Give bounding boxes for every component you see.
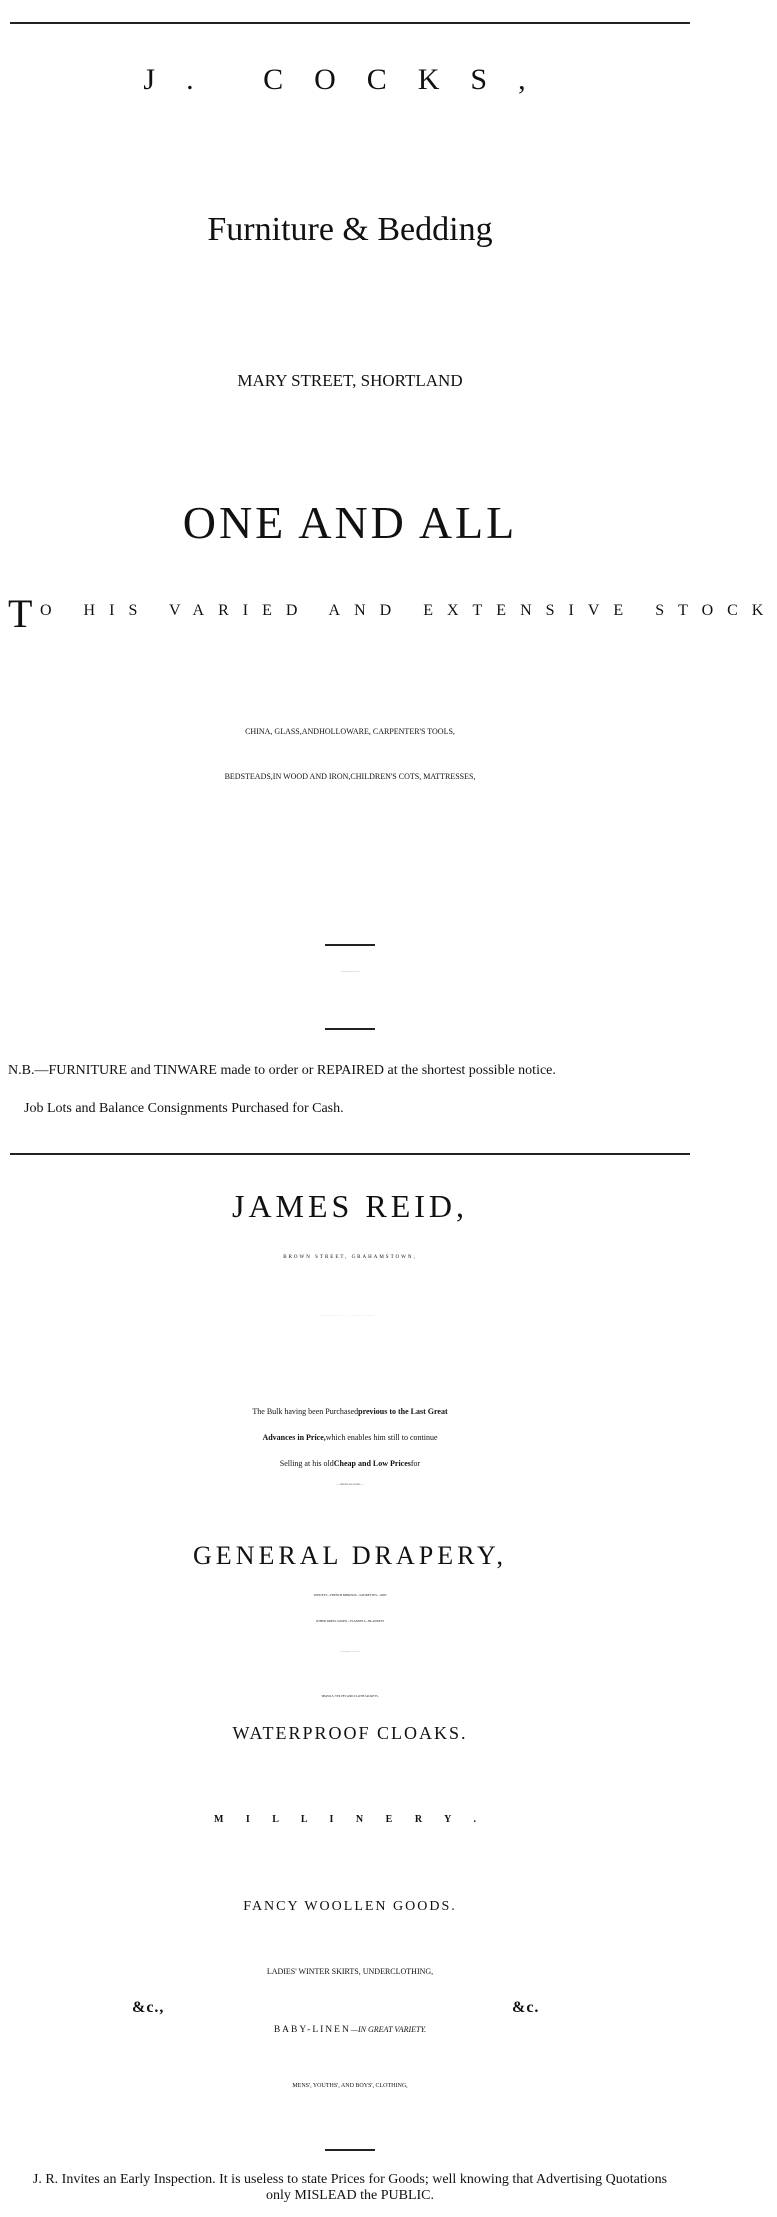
ad2-baby-a: BABY-LINEN: [273, 2025, 351, 2035]
ad2-winceys: WINCEYS—FRENCH MERINOS—SATINETTES—AND: [313, 1593, 387, 1597]
ad2-mens: MENS', YOUTHS', AND BOYS', CLOTHING,: [292, 2083, 408, 2089]
ad1-stock-line-2: [0, 728, 700, 736]
ad1-stock-line-3c: CHILDREN'S COTS, MATTRESSES,: [350, 772, 476, 781]
ad1-headline: Furniture & Bedding: [207, 211, 493, 248]
ad2-selling-a: Selling at his old: [279, 1459, 334, 1468]
ad2-etc-1: &c.,: [132, 1999, 165, 2016]
ad1-stock-line-3: [0, 773, 700, 781]
ad1-one-and-all: ONE AND ALL: [182, 497, 518, 548]
ad2-baby-linen: [0, 2025, 700, 2036]
ad2-advances-a: Advances in Price,: [262, 1433, 326, 1442]
ad1-stock-line-3b: IN WOOD AND IRON,: [272, 772, 351, 781]
section-top-rule: [10, 22, 690, 24]
ad2-selling-c: for: [410, 1459, 421, 1468]
ad1-drop-capital: T: [8, 591, 33, 636]
ad1-varied-text: O HIS VARIED AND EXTENSIVE STOCK: [40, 602, 777, 619]
ad-separator-rule: [10, 1153, 690, 1155]
ad1-short-rule-2: [325, 1028, 375, 1030]
ad2-first-class: .........FIRST-CLASS GOODS.........: [335, 1484, 365, 1486]
ad2-invites: J. R. Invites an Early Inspection. It is useless to state Prices for Goods; well knowing that Advertising Quotations only MISLEAD the PUBLIC.: [32, 2172, 668, 2203]
ad2-advances-b: which enables him still to continue: [325, 1433, 438, 1442]
ad1-stock-line-2b: AND: [301, 727, 320, 736]
ad1-plain-figures: ALL PRICES MARKED IN PLAIN FIGURES.: [340, 972, 360, 973]
ad2-fancy-woollen: FANCY WOOLLEN GOODS.: [243, 1899, 457, 1914]
ad2-bulk-line: [0, 1408, 700, 1416]
ad1-name: J. COCKS,: [143, 63, 557, 96]
ad2-shawls: SHAWLS, VELVET AND CLOTH JACKETS,: [321, 1694, 379, 1698]
ad1-stock-line-2c: HOLLOWARE, CARPENTER'S TOOLS,: [319, 727, 455, 736]
ad2-short-rule: [325, 2149, 375, 2151]
ad2-etc-line: [0, 2000, 700, 2020]
ad1-address: MARY STREET, SHORTLAND: [237, 371, 463, 390]
ad2-numerous: &c., TOO NUMEROUS TO PARTICULARIZE,: [340, 1652, 360, 1653]
ad1-stock-line-3a: BEDSTEADS,: [224, 772, 273, 781]
ad2-selling-b: Cheap and Low Prices: [333, 1459, 411, 1468]
ad2-address: BROWN STREET, GRAHAMSTOWN,: [283, 1255, 417, 1260]
ad1-stock-line-2a: CHINA, GLASS,: [245, 727, 302, 736]
ad1-job-lots: Job Lots and Balance Consignments Purchased for Cash.: [24, 1101, 344, 1116]
ad2-bulk-b: previous to the Last Great: [358, 1407, 448, 1416]
ad2-waterproof: WATERPROOF CLOAKS.: [232, 1723, 468, 1743]
ad2-baby-b: —IN GREAT VARIETY.: [350, 2025, 427, 2034]
ad1-short-rule-1: [325, 944, 375, 946]
ad2-selling-line: [0, 1460, 700, 1468]
ad2-alterations: EXTENSIVE ALTERATIONS,: [321, 1316, 379, 1317]
ad2-ladies: LADIES' WINTER SKIRTS, UNDERCLOTHING,: [266, 1967, 434, 1976]
ad2-general-drapery: GENERAL DRAPERY,: [193, 1541, 507, 1570]
ad2-other-dress: OTHER DRESS GOODS—FLANNELS—BLANKETS: [315, 1619, 385, 1623]
ad1-nb-note: N.B.—FURNITURE and TINWARE made to order or REPAIRED at the shortest possible notice.: [8, 1063, 556, 1078]
ad2-advances-line: [0, 1434, 700, 1442]
ad2-name: JAMES REID,: [231, 1188, 468, 1224]
ad2-etc-2: &c.: [512, 1999, 540, 2016]
ad2-millinery: M I L L I N E R Y .: [213, 1814, 487, 1825]
ad2-bulk-a: The Bulk having been Purchased: [252, 1407, 359, 1416]
